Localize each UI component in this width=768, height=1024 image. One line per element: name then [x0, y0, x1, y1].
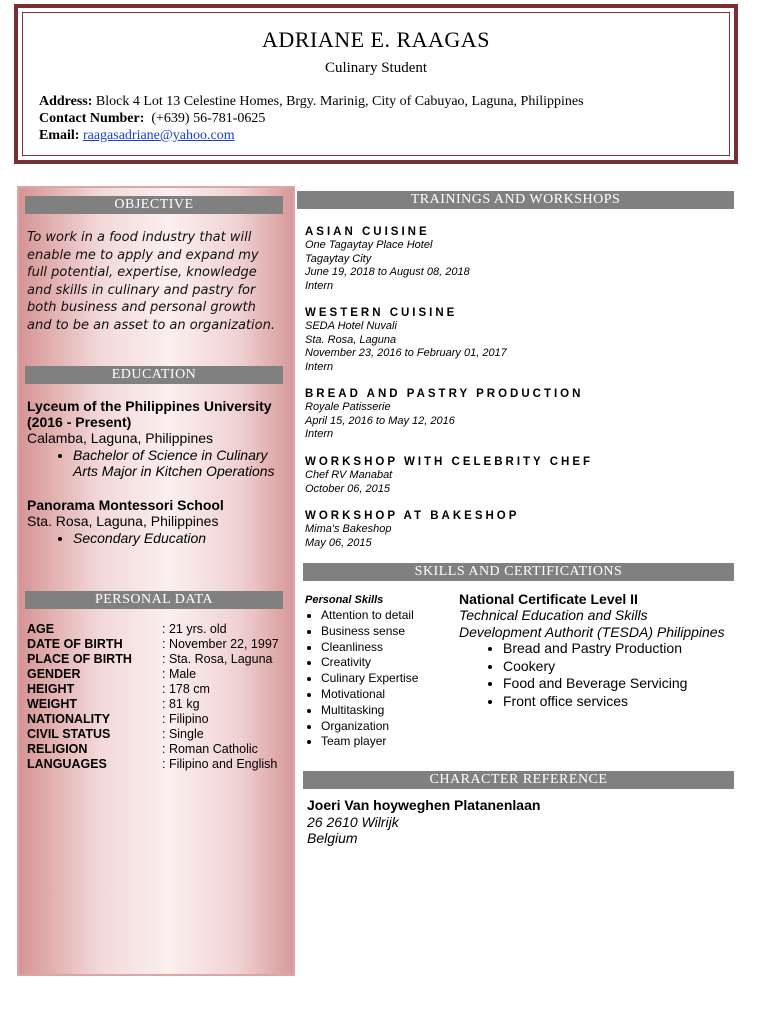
- training-title: WORKSHOP WITH CELEBRITY CHEF: [305, 456, 594, 468]
- personal-row: [27, 757, 279, 772]
- school-detail: • Bachelor of Science in Culinary Arts Major in Kitchen Operations: [73, 447, 282, 479]
- skill-item: • Business sense: [321, 624, 455, 640]
- training-line: Tagaytay City: [305, 252, 372, 265]
- training-title: WORKSHOP AT BAKESHOP: [305, 510, 520, 522]
- personal-value: : 21 yrs. old: [162, 622, 227, 636]
- skill-item: • Creativity: [321, 655, 455, 671]
- certification: [459, 591, 729, 710]
- skill-item: • Multitasking: [321, 703, 455, 719]
- personal-key: GENDER: [27, 667, 81, 681]
- personal-value: : 178 cm: [162, 682, 210, 696]
- resume-header: [14, 4, 738, 164]
- skill-item: • Organization: [321, 719, 455, 735]
- objective-text: To work in a food industry that will enable me to apply and expand my full potential, expertise, knowledge and skills in culinary and pastry for both business and personal growth and to be an asset to an organization.: [27, 230, 275, 333]
- email-label: Email:: [39, 128, 80, 143]
- training-line: Chef RV Manabat: [305, 469, 393, 481]
- school-details: [27, 530, 282, 546]
- personal-key: LANGUAGES: [27, 757, 107, 771]
- personal-key: DATE OF BIRTH: [27, 637, 123, 651]
- email-link[interactable]: raagasadriane@yahoo.com: [82, 128, 235, 143]
- training-line: Sta. Rosa, Laguna: [305, 333, 397, 346]
- training-entry: [305, 509, 725, 550]
- training-line: Intern: [305, 428, 334, 440]
- training-line: SEDA Hotel Nuvali: [305, 320, 397, 332]
- training-title: BREAD AND PASTRY PRODUCTION: [305, 388, 584, 400]
- certification-list: [459, 640, 729, 710]
- address-line: [39, 93, 584, 110]
- school-details: [27, 447, 282, 479]
- school-location: Calamba, Laguna, Philippines: [27, 430, 214, 446]
- applicant-name: ADRIANE E. RAAGAS: [262, 27, 490, 52]
- personal-key: WEIGHT: [27, 697, 77, 711]
- personal-row: [27, 682, 279, 697]
- skill-item: • Team player: [321, 734, 455, 750]
- training-entry: [305, 387, 725, 442]
- personal-value: : Roman Catholic: [162, 742, 258, 756]
- personal-row: [27, 622, 279, 637]
- certification-title: National Certificate Level II: [459, 591, 638, 607]
- personal-skills-heading: Personal Skills: [305, 594, 384, 606]
- training-line: April 15, 2016 to May 12, 2016: [305, 414, 455, 427]
- address-label: Address:: [39, 94, 93, 109]
- certification-item: • Cookery: [503, 658, 729, 676]
- education-heading: EDUCATION: [25, 366, 283, 384]
- personal-skills-list: [305, 608, 455, 750]
- applicant-title: Culinary Student: [324, 60, 428, 76]
- personal-data-table: [27, 622, 279, 772]
- training-line: Intern: [305, 279, 334, 292]
- school-location: Sta. Rosa, Laguna, Philippines: [27, 513, 219, 529]
- reference-country: Belgium: [307, 830, 358, 846]
- training-line: One Tagaytay Place Hotel: [305, 239, 433, 251]
- personal-row: [27, 712, 279, 727]
- certification-item: • Food and Beverage Servicing: [503, 675, 729, 693]
- personal-row: [27, 742, 279, 757]
- personal-row: [27, 727, 279, 742]
- trainings-heading: TRAININGS AND WORKSHOPS: [297, 191, 734, 209]
- personal-value: : Male: [162, 667, 197, 681]
- training-entry: [305, 455, 725, 496]
- certification-issuer: Technical Education and Skills Development Authorit (TESDA) Philippines: [459, 607, 725, 640]
- training-line: November 23, 2016 to February 01, 2017: [305, 347, 507, 359]
- personal-key: RELIGION: [27, 742, 88, 756]
- certification-item: • Front office services: [503, 693, 729, 711]
- skill-item: • Cleanliness: [321, 640, 455, 656]
- email-line: [39, 127, 584, 144]
- reference-name: Joeri Van hoyweghen Platanenlaan: [307, 797, 541, 813]
- header-inner-border: [22, 12, 730, 156]
- personal-row: [27, 652, 279, 667]
- training-line: Mima's Bakeshop: [305, 523, 392, 535]
- training-line: Royale Patisserie: [305, 401, 391, 413]
- school-detail: • Secondary Education: [73, 530, 282, 546]
- training-line: October 06, 2015: [305, 482, 391, 495]
- training-title: WESTERN CUISINE: [305, 307, 458, 319]
- personal-row: [27, 697, 279, 712]
- phone-label: Contact Number:: [39, 111, 145, 126]
- skill-item: • Culinary Expertise: [321, 671, 455, 687]
- training-line: May 06, 2015: [305, 536, 372, 549]
- reference-heading: CHARACTER REFERENCE: [303, 771, 734, 789]
- phone-line: [39, 110, 584, 127]
- skills-heading: SKILLS AND CERTIFICATIONS: [303, 563, 734, 581]
- education-entry: [27, 497, 282, 546]
- education-entry: [27, 398, 282, 479]
- objective-heading: OBJECTIVE: [25, 196, 283, 214]
- personal-skills: [305, 593, 455, 750]
- school-name: Panorama Montessori School: [27, 497, 224, 513]
- training-entry: [305, 306, 725, 374]
- personal-row: [27, 667, 279, 682]
- reference-address-line: 26 2610 Wilrijk: [307, 813, 399, 830]
- personal-key: PLACE OF BIRTH: [27, 652, 132, 666]
- personal-key: HEIGHT: [27, 682, 75, 696]
- skill-item: • Attention to detail: [321, 608, 455, 624]
- training-line: June 19, 2018 to August 08, 2018: [305, 266, 470, 278]
- training-title: ASIAN CUISINE: [305, 226, 430, 238]
- address-value: Block 4 Lot 13 Celestine Homes, Brgy. Marinig, City of Cabuyao, Laguna, Philippines: [95, 94, 584, 109]
- personal-key: NATIONALITY: [27, 712, 111, 726]
- contact-block: [39, 93, 584, 144]
- personal-value: : Filipino: [162, 712, 209, 726]
- personal-value: : Single: [162, 727, 204, 741]
- training-line: Intern: [305, 360, 334, 373]
- personal-key: CIVIL STATUS: [27, 727, 111, 741]
- personal-value: : Sta. Rosa, Laguna: [162, 652, 273, 666]
- personal-value: : 81 kg: [162, 697, 200, 711]
- personal-row: [27, 637, 279, 652]
- personal-value: : November 22, 1997: [162, 637, 279, 651]
- school-name: Lyceum of the Philippines University (2016 - Present): [27, 398, 272, 430]
- skill-item: • Motivational: [321, 687, 455, 703]
- character-reference: [307, 797, 727, 847]
- personal-data-heading: PERSONAL DATA: [25, 591, 283, 609]
- training-entry: [305, 225, 725, 293]
- phone-value: (+639) 56-781-0625: [151, 111, 266, 126]
- personal-value: : Filipino and English: [162, 757, 278, 771]
- certification-item: • Bread and Pastry Production: [503, 640, 729, 658]
- personal-key: AGE: [27, 622, 55, 636]
